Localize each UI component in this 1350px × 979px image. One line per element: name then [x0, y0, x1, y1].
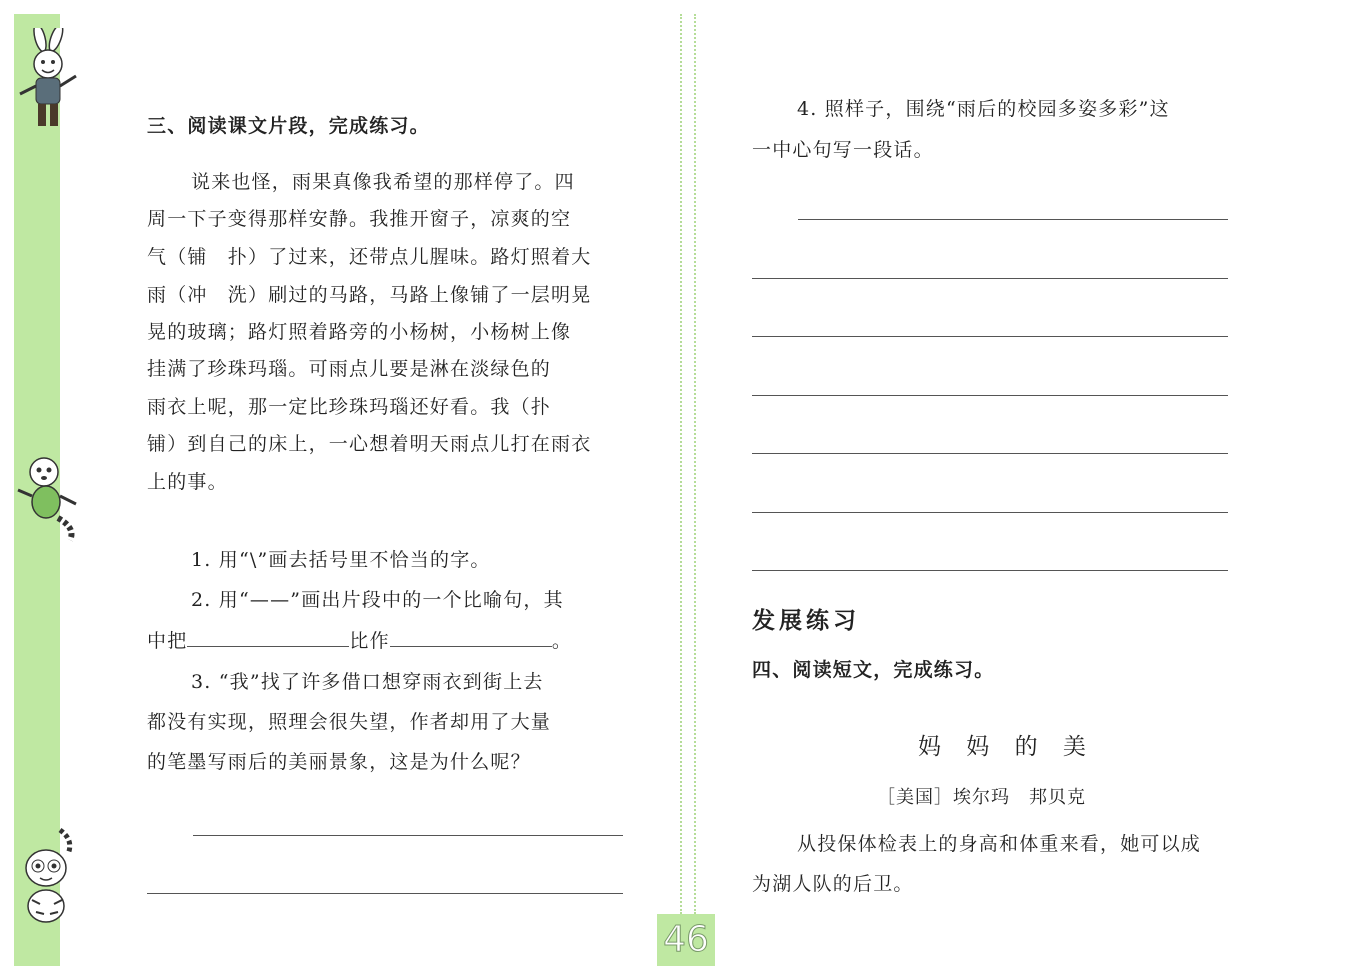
passage-line: 雨衣上呢，那一定比珍珠玛瑙还好看。我（扑	[147, 396, 552, 418]
question-3-line: 3. “我”找了许多借口想穿雨衣到街上去	[191, 671, 544, 693]
passage-line: 气（铺 扑）了过来，还带点儿腥味。路灯照着大	[147, 246, 592, 268]
passage-line: 铺）到自己的床上，一心想着明天雨点儿打在雨衣	[147, 433, 592, 455]
answer-line[interactable]	[752, 570, 1228, 571]
page-spine	[680, 14, 696, 914]
passage-line: 挂满了珍珠玛瑙。可雨点儿要是淋在淡绿色的	[147, 358, 552, 380]
q2-part-b: 比作	[349, 630, 390, 652]
answer-blank[interactable]	[187, 628, 349, 647]
question-4-line: 4. 照样子，围绕“雨后的校园多姿多彩”这	[797, 98, 1170, 120]
rabbit-mascot-icon	[14, 28, 84, 138]
passage-line: 晃的玻璃；路灯照着路旁的小杨树，小杨树上像	[147, 321, 572, 343]
q2-part-c: 。	[551, 630, 573, 652]
answer-line[interactable]	[752, 395, 1228, 396]
story-author: ［美国］埃尔玛 邦贝克	[877, 787, 1086, 808]
left-heading: 三、阅读课文片段，完成练习。	[147, 115, 430, 137]
raccoon-mascot-icon	[14, 452, 86, 544]
story-line: 从投保体检表上的身高和体重来看，她可以成	[797, 833, 1202, 855]
question-3-line: 都没有实现，照理会很失望，作者却用了大量	[147, 711, 552, 733]
question-3-line: 的笔墨写雨后的美丽景象，这是为什么呢？	[147, 751, 531, 773]
question-2-line1: 2. 用“——”画出片段中的一个比喻句，其	[191, 589, 564, 611]
answer-line[interactable]	[752, 512, 1228, 513]
passage-line: 周一下子变得那样安静。我推开窗子，凉爽的空	[147, 208, 572, 230]
passage-line: 上的事。	[147, 471, 228, 493]
passage-line: 雨（冲 洗）刷过的马路，马路上像铺了一层明晃	[147, 284, 592, 306]
q2-part-a: 中把	[147, 630, 188, 652]
answer-line[interactable]	[193, 835, 623, 836]
tiger-mascot-icon	[14, 820, 86, 930]
answer-line[interactable]	[147, 893, 623, 894]
section-title: 发展练习	[752, 608, 860, 634]
passage-line: 说来也怪，雨果真像我希望的那样停了。四	[191, 171, 575, 193]
story-line: 为湖人队的后卫。	[752, 873, 914, 895]
question-2-line2	[147, 628, 572, 653]
answer-line[interactable]	[752, 336, 1228, 337]
question-4-line: 一中心句写一段话。	[752, 139, 934, 161]
question-1: 1. 用“\”画去括号里不恰当的字。	[191, 549, 491, 571]
answer-line[interactable]	[752, 453, 1228, 454]
right-heading: 四、阅读短文，完成练习。	[752, 659, 995, 681]
story-title: 妈 妈 的 美	[918, 734, 1095, 760]
answer-blank[interactable]	[390, 628, 552, 647]
answer-line[interactable]	[798, 219, 1228, 220]
answer-line[interactable]	[752, 278, 1228, 279]
page-number: 46	[657, 914, 715, 966]
